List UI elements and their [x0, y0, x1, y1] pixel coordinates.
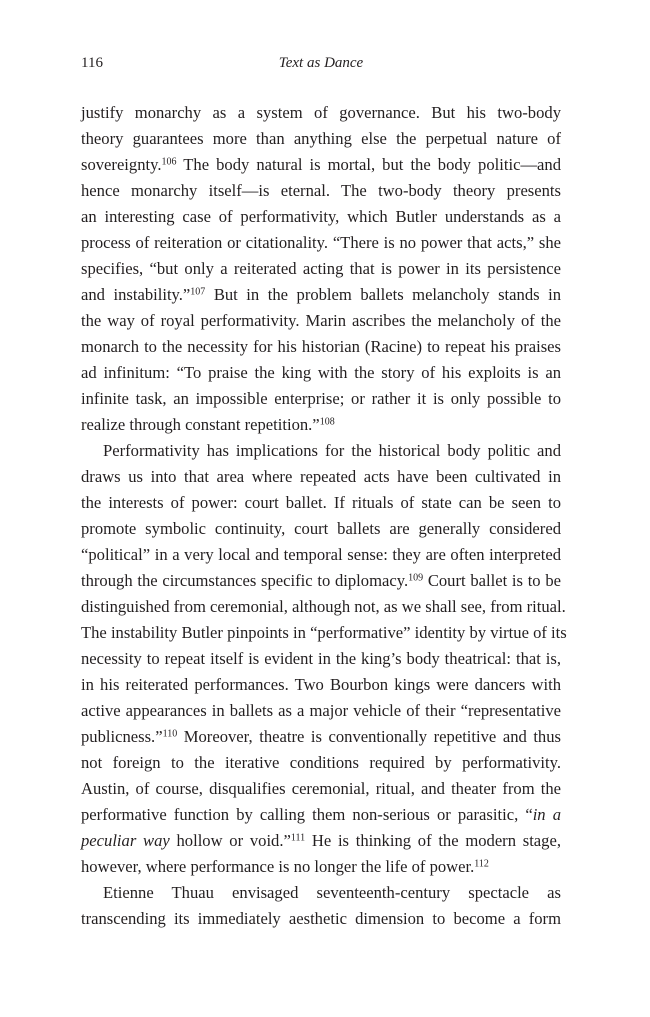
text-line: publicness.”$^{110}$ Moreover, theatre is conventionally repetitive and thus [81, 727, 561, 746]
text-line: hence monarchy itself—is eternal. The two-body theory presents [81, 181, 561, 200]
text-line: not foreign to the iterative conditions required by performativity. [81, 753, 561, 772]
footnote-ref[interactable]: 110 [162, 728, 178, 740]
text-line: through the circumstances specific to diplomacy.$^{109}$ Court ballet is to be [81, 571, 561, 590]
text-line: infinite task, an impossible enterprise; or rather it is only possible to [81, 389, 561, 408]
text-line: promote symbolic continuity, court ballets are generally considered [81, 519, 561, 538]
text-line: process of reiteration or citationality. “There is no power that acts,” she [81, 233, 561, 252]
text-line: Etienne Thuau envisaged seventeenth-century spectacle as [103, 883, 561, 902]
footnote-ref[interactable]: 111 [290, 832, 306, 844]
italic-phrase: in a [532, 805, 561, 824]
text-line: sovereignty.$^{106}$ The body natural is mortal, but the body politic—and [81, 155, 561, 174]
paragraph [81, 438, 567, 880]
footnote-ref[interactable]: 106 [161, 156, 177, 168]
text-line: the way of royal performativity. Marin ascribes the melancholy of the [81, 311, 561, 330]
text-line: The instability Butler pinpoints in “performative” identity by virtue of its [81, 623, 567, 642]
footnote-ref[interactable]: 108 [319, 416, 335, 428]
running-title: Text as Dance [278, 55, 364, 71]
text-line: draws us into that area where repeated acts have been cultivated in [81, 467, 561, 486]
footnote-ref[interactable]: 112 [474, 858, 489, 870]
text-line: performative function by calling them non-serious or parasitic, “in a [81, 805, 561, 824]
text-line: and instability.”$^{107}$ But in the problem ballets melancholy stands in [81, 285, 561, 304]
text-line: “political” in a very local and temporal sense: they are often interpreted [81, 545, 561, 564]
text-line: an interesting case of performativity, which Butler understands as a [81, 207, 561, 226]
text-line: Austin, of course, disqualifies ceremonial, ritual, and theater from the [81, 779, 561, 798]
paragraph [81, 880, 561, 932]
text-line: ad infinitum: “To praise the king with the story of his exploits is an [81, 363, 561, 382]
footnote-ref[interactable]: 109 [408, 572, 424, 584]
text-line: specifies, “but only a reiterated acting that is power in its persistence [81, 259, 561, 278]
text-line: realize through constant repetition.”$^{108}$ [81, 415, 335, 434]
text-line: the interests of power: court ballet. If rituals of state can be seen to [81, 493, 561, 512]
page-number: 116 [81, 55, 103, 71]
italic-phrase: peculiar way [81, 831, 170, 850]
text-line: justify monarchy as a system of governance. But his two-body [81, 103, 561, 122]
text-line: peculiar way hollow or void.”$^{111}$ He is thinking of the modern stage, [81, 831, 561, 850]
running-head [81, 52, 561, 74]
footnote-ref[interactable]: 107 [190, 286, 206, 298]
text-line: necessity to repeat itself is evident in the king’s body theatrical: that is, [81, 649, 561, 668]
text-line: distinguished from ceremonial, although not, as we shall see, from ritual. [81, 597, 566, 616]
paragraph [81, 100, 561, 438]
text-line: transcending its immediately aesthetic dimension to become a form [81, 909, 561, 928]
text-line: theory guarantees more than anything else the perpetual nature of [81, 129, 561, 148]
text-line: in his reiterated performances. Two Bourbon kings were dancers with [81, 675, 561, 694]
text-line: Performativity has implications for the historical body politic and [103, 441, 561, 460]
body-text [81, 100, 567, 932]
text-line: monarch to the necessity for his historian (Racine) to repeat his praises [81, 337, 561, 356]
text-line: however, where performance is no longer the life of power.$^{112}$ [81, 857, 489, 876]
text-line: active appearances in ballets as a major vehicle of their “representative [81, 701, 561, 720]
